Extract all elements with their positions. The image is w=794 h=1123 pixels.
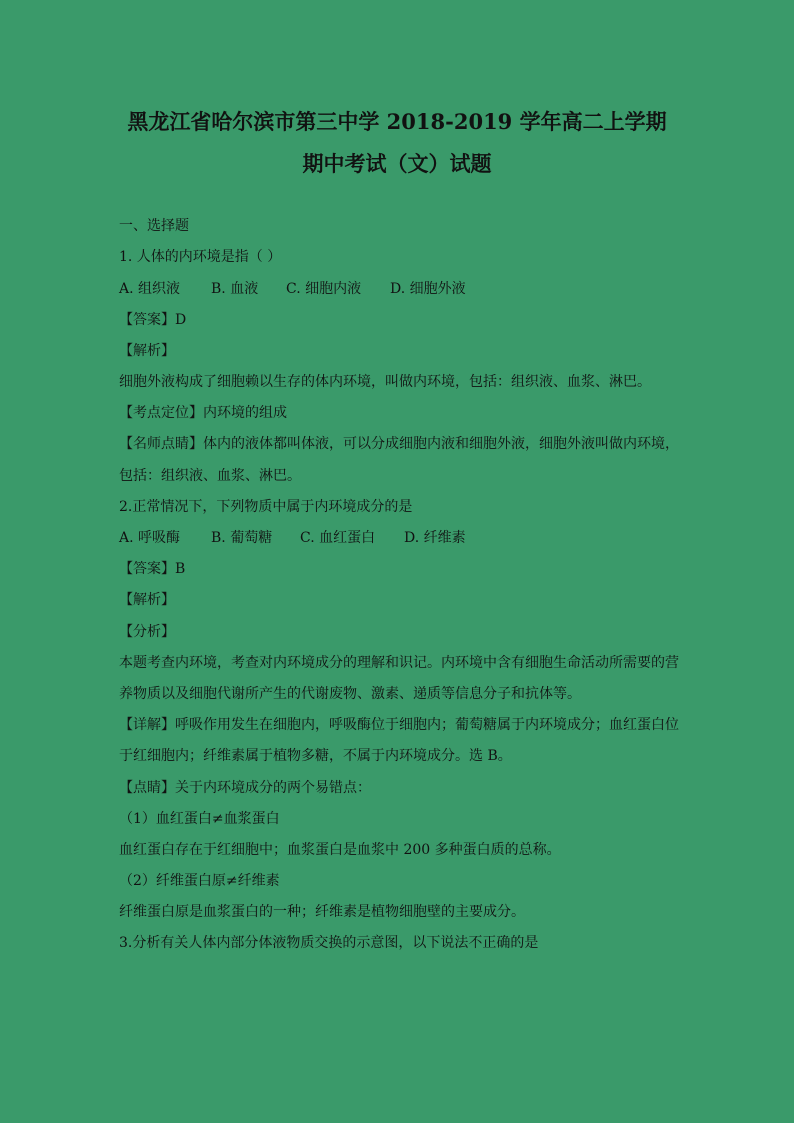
q1-option-d: D. 细胞外液	[390, 281, 466, 297]
q2-analysis-label: 【解析】	[119, 592, 175, 608]
q2-dianjing: 【点睛】关于内环境成分的两个易错点：	[119, 780, 371, 796]
q3-stem: 3.分析有关人体内部分体液物质交换的示意图，以下说法不正确的是	[119, 935, 539, 951]
q2-xiangjie-line1: 【详解】呼吸作用发生在细胞内，呼吸酶位于细胞内；葡萄糖属于内环境成分；血红蛋白位	[119, 717, 679, 733]
q2-point2-title: （2）纤维蛋白原≠纤维素	[119, 873, 280, 889]
q1-answer: 【答案】D	[119, 312, 187, 328]
q1-mingshi-line2: 包括：组织液、血浆、淋巴。	[119, 468, 301, 484]
q1-mingshi-line1: 【名师点睛】体内的液体都叫体液，可以分成细胞内液和细胞外液，细胞外液叫做内环境，	[119, 436, 679, 452]
q2-fenxi-label: 【分析】	[119, 624, 175, 640]
q2-stem: 2.正常情况下，下列物质中属于内环境成分的是	[119, 499, 413, 515]
q2-xiangjie-line2: 于红细胞内；纤维素属于植物多糖，不属于内环境成分。选 B。	[119, 748, 512, 764]
q2-fenxi-line2: 养物质以及细胞代谢所产生的代谢废物、激素、递质等信息分子和抗体等。	[119, 686, 581, 702]
q1-analysis-label: 【解析】	[119, 343, 175, 359]
q2-point1-text: 血红蛋白存在于红细胞中；血浆蛋白是血浆中 200 多种蛋白质的总称。	[119, 842, 561, 858]
q1-option-a: A. 组织液	[119, 281, 181, 297]
q1-option-c: C. 细胞内液	[286, 281, 362, 297]
q2-option-a: A. 呼吸酶	[119, 530, 181, 546]
q2-point2-text: 纤维蛋白原是血浆蛋白的一种；纤维素是植物细胞壁的主要成分。	[119, 904, 525, 920]
q1-kaodian: 【考点定位】内环境的组成	[119, 405, 287, 421]
section-heading: 一、选择题	[119, 218, 189, 234]
q1-option-b: B. 血液	[211, 281, 259, 297]
q2-option-d: D. 纤维素	[404, 530, 466, 546]
q2-options	[119, 530, 466, 546]
document-title-line2: 期中考试（文）试题	[302, 151, 492, 176]
q2-point1-title: （1）血红蛋白≠血浆蛋白	[119, 811, 280, 827]
q2-option-c: C. 血红蛋白	[300, 530, 376, 546]
document-title-line1: 黑龙江省哈尔滨市第三中学 2018-2019 学年高二上学期	[127, 109, 667, 134]
q1-stem: 1. 人体的内环境是指（ ）	[119, 249, 282, 265]
q2-answer: 【答案】B	[119, 561, 186, 577]
q2-fenxi-line1: 本题考查内环境，考查对内环境成分的理解和识记。内环境中含有细胞生命活动所需要的营	[119, 655, 679, 671]
q2-option-b: B. 葡萄糖	[211, 530, 273, 546]
q1-options	[119, 281, 466, 297]
q1-analysis-text: 细胞外液构成了细胞赖以生存的体内环境，叫做内环境，包括：组织液、血浆、淋巴。	[119, 374, 651, 390]
